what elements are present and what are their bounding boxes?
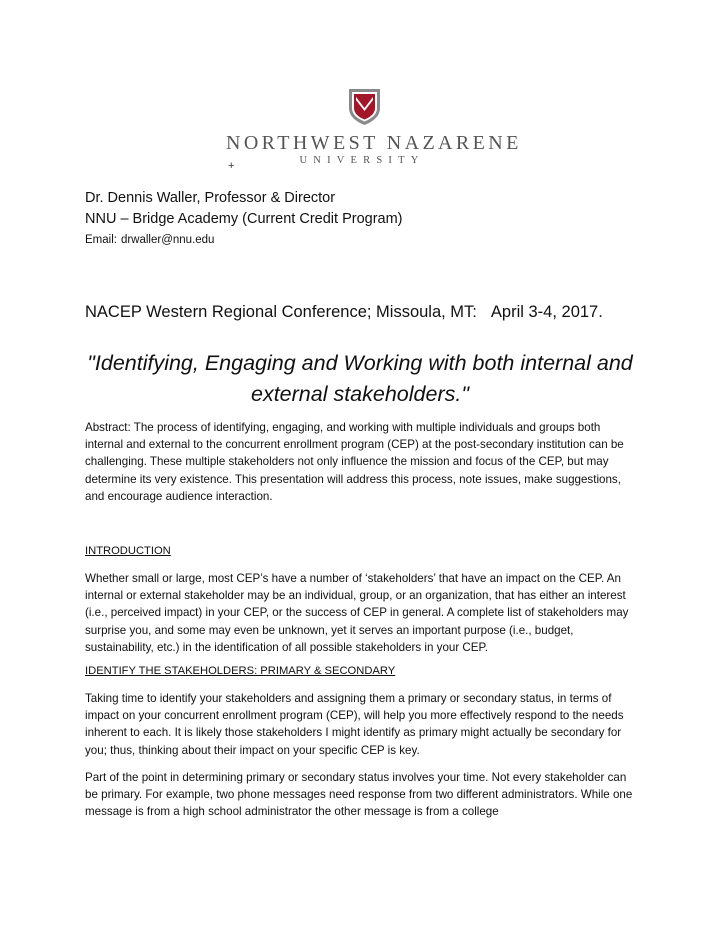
identify-paragraph: Taking time to identify your stakeholders and assigning them a primary or secondary status, in terms of impact on your concurrent enrollment program (CEP), will help you more effectively respond to the needs inherent to each. It is likely those stakeholders I might identify as primary might actually be secondary for you; thus, thinking about their impact on your specific CEP is key. <box>85 692 624 757</box>
logo-subtitle: UNIVERSITY <box>299 155 425 166</box>
abstract-paragraph: Abstract: The process of identifying, engaging, and working with multiple individuals and groups both internal and external to the concurrent enrollment program (CEP) at the post-secondary institution can be challenging. These multiple stakeholders not only influence the mission and focus of the CEP, but may determine its very existence. This presentation will address this process, note issues, make suggestions, and encourage audience interaction. <box>85 421 624 503</box>
conference-line <box>85 303 603 322</box>
presentation-title: "Identifying, Engaging and Working with both internal and external stakeholders." <box>87 351 633 406</box>
shield-icon <box>348 88 381 126</box>
introduction-paragraph: Whether small or large, most CEP’s have a number of ‘stakeholders’ that have an impact on the CEP. An internal or external stakeholder may be an individual, group, or an organization, that has either an interest (i.e., perceived impact) in your CEP, or the success of CEP in general. A complete list of stakeholders may surprise you, and some may even be unknown, yet it serves an important purpose (i.e., budget, sustainability, etc.) in the identification of all possible stakeholders in your CEP. <box>85 572 629 654</box>
author-line: Dr. Dennis Waller, Professor & Director <box>85 190 336 206</box>
plus-marker: + <box>228 160 235 172</box>
logo-wordmark: NORTHWEST NAZARENE <box>226 132 522 154</box>
conference-name: NACEP Western Regional Conference; Missoula, MT: <box>85 303 477 321</box>
status-paragraph: Part of the point in determining primary or secondary status involves your time. Not every stakeholder can be primary. For example, two phone messages need response from two different administrators. While one message is from a high school administrator the other message is from a college <box>85 771 633 819</box>
identify-heading: IDENTIFY THE STAKEHOLDERS: PRIMARY & SECONDARY <box>85 665 396 677</box>
affiliation-line: NNU – Bridge Academy (Current Credit Program) <box>85 211 403 227</box>
university-logo <box>226 88 522 170</box>
introduction-heading: INTRODUCTION <box>85 545 171 557</box>
email-address: drwaller@nnu.edu <box>120 234 215 246</box>
email-line <box>85 234 214 246</box>
email-label: Email: <box>85 234 117 246</box>
conference-date: April 3-4, 2017. <box>490 303 603 321</box>
